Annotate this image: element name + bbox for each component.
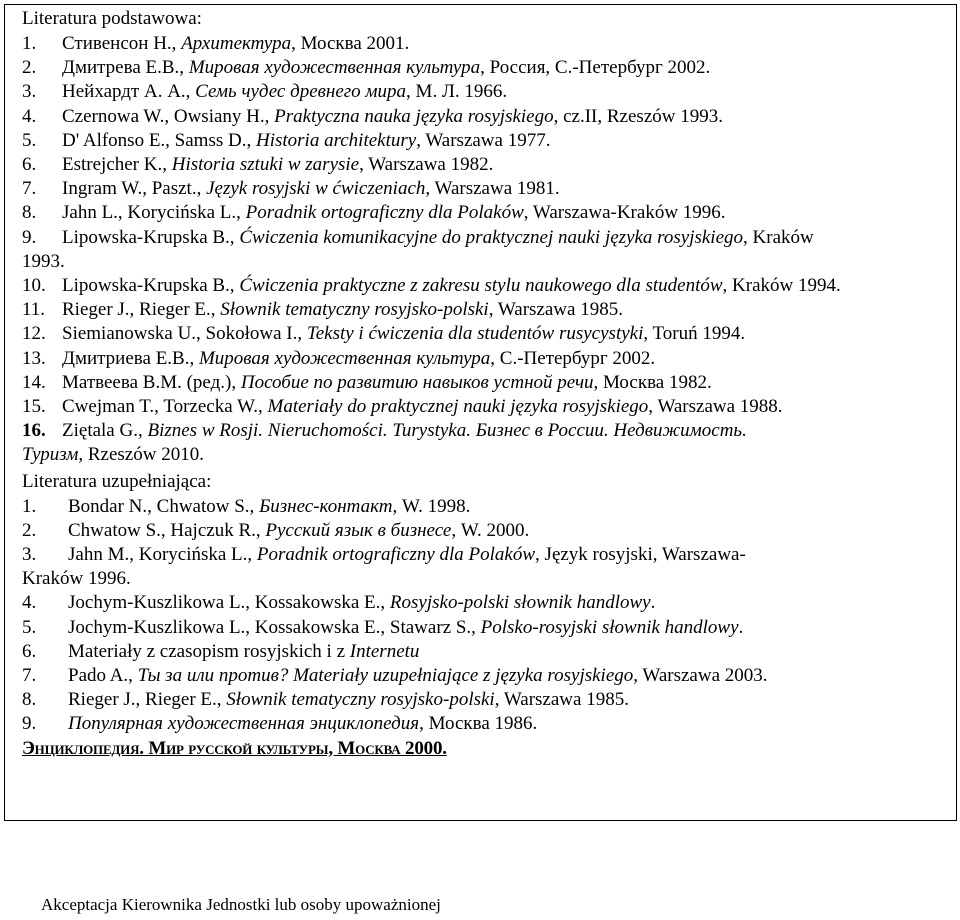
supplementary-literature-item [22,712,537,736]
item-title: Historia architektury [255,129,417,151]
item-text: Chwatow S., Hajczuk R., [68,519,266,541]
item-number: 15. [22,396,46,417]
item-text: , Język rosyjski, Warszawa- [535,544,746,565]
item-title: Biznes w Rosji. Nieruchomości. Turystyka. Бизнес в России. Недвижимость. [147,420,747,442]
item-title: Пособие по развитию навыков устной речи [240,371,594,393]
item-title: Туризм, [22,444,84,466]
document-frame [4,4,957,821]
item-text: Lipowska-Krupska B., [62,226,240,248]
item-number: 12. [22,323,46,345]
approval-signature-caption: Akceptacja Kierownika Jednostki lub osoby upoważnionej [41,895,441,914]
basic-literature-item [22,250,65,274]
basic-literature-item [22,201,726,225]
item-number: 9. [22,713,37,735]
item-title: Materiały do praktycznej nauki języka rosyjskiego [267,396,649,417]
item-text: Estrejcher K., [62,154,172,175]
item-text: , Warszawa 1985. [494,689,629,711]
item-title: Internetu [349,640,420,662]
basic-literature-item [22,347,655,371]
item-text: , Москва 1982. [593,371,712,393]
basic-literature-item [22,80,507,104]
supplementary-literature-item [22,519,529,543]
item-text: Jochym-Kuszlikowa L., Kossakowska E., [68,592,390,614]
item-number: 6. [22,154,37,175]
item-text: Дмитрева Е.В., [62,57,189,79]
supplementary-literature-item [22,495,470,519]
supplementary-literature-item [22,591,655,615]
item-number: 4. [22,105,37,127]
supplementary-literature-item [22,543,746,567]
item-text: , Kraków [743,226,814,248]
item-title: Ты за или против? Materiały uzupełniające z języka rosyjskiego [137,665,634,686]
item-title: Бизнес-контакт [259,495,393,517]
item-text: . [650,592,656,614]
item-text: Дмитриева Е.В., [62,347,199,369]
item-text: Стивенсон Н., [62,33,182,54]
item-number: 11. [22,299,46,321]
item-text: Ziętala G., [62,420,148,442]
basic-literature-item [22,226,814,250]
item-text: , Warszawa-Kraków 1996. [523,202,726,224]
item-title: Русский язык в бизнесе [265,519,452,541]
item-number: 5. [22,616,37,638]
item-text: , Warszawa 1977. [416,129,551,151]
item-number: 1. [22,33,37,54]
item-title: Słownik tematyczny rosyjsko-polski [226,689,495,711]
item-title: Rosyjsko-polski słownik handlowy [389,592,651,614]
basic-literature-item [22,371,712,395]
item-text: , М. Л. 1966. [406,81,508,103]
supplementary-literature-heading: Literatura uzupełniająca: [22,470,212,492]
item-text: Rieger J., Rieger E., [68,689,227,711]
item-number: 16. [22,420,46,442]
item-text: D' Alfonso E., Samss D., [62,129,256,151]
item-text: Нейхардт А. А., [62,81,196,103]
item-text: Rzeszów 2010. [83,444,204,466]
item-text: Kraków 1996. [22,568,131,590]
item-text: Jahn L., Korycińska L., [62,202,246,224]
item-text: Siemianowska U., Sokołowa I., [62,323,307,345]
item-text: , Warszawa 2003. [633,665,768,686]
item-text: , W. 1998. [392,495,471,517]
item-text: , Kraków 1994. [722,275,841,296]
item-number: 5. [22,129,37,151]
item-text: Materiały z czasopism rosyjskich i z [68,640,350,662]
item-text: Jahn M., Korycińska L., [68,544,257,565]
item-text: , Warszawa 1985. [488,299,623,321]
item-number: 10. [22,275,46,296]
item-number: 8. [22,202,37,224]
item-number: 3. [22,544,37,565]
item-number: 2. [22,519,37,541]
basic-literature-item [22,153,493,177]
item-number: 9. [22,226,37,248]
item-title: Język rosyjski w ćwiczeniach [206,178,426,200]
item-title: Polsko-rosyjski słownik handlowy [480,616,739,638]
item-text: , W. 2000. [451,519,530,541]
item-number: 8. [22,689,37,711]
item-title: Ćwiczenia komunikacyjne do praktycznej nauki języka rosyjskiego [239,226,744,248]
item-text: , Warszawa 1988. [648,396,783,417]
basic-literature-item [22,105,723,129]
basic-literature-heading: Literatura podstawowa: [22,8,202,29]
item-title: Архитектура [181,33,292,54]
item-title: Słownik tematyczny rosyjsko-polski [220,299,489,321]
item-title: Historia sztuki w zarysie [171,154,360,175]
supplementary-literature-item [22,567,131,591]
item-title: Ćwiczenia praktyczne z zakresu stylu naukowego dla studentów [239,275,723,296]
item-title: Популярная художественная энциклопедия [68,713,420,735]
supplementary-literature-item [22,640,419,664]
basic-literature-item [22,56,710,80]
item-number: 14. [22,371,46,393]
item-text: , Warszawa 1982. [359,154,494,175]
item-title: Teksty i ćwiczenia dla studentów rusycystyki [306,323,644,345]
item-title: Мировая художественная культура [198,347,491,369]
item-number: 6. [22,640,37,662]
item-text: , Warszawa 1981. [425,178,560,200]
item-text: . [738,616,744,638]
basic-literature-item [22,395,783,419]
basic-literature-item [22,129,550,153]
item-text: Cwejman T., Torzecka W., [62,396,268,417]
item-title: Мировая художественная культура [188,57,481,79]
item-text: , Россия, С.-Петербург 2002. [480,57,711,79]
supplementary-literature-item [22,688,629,712]
item-title: Poradnik ortograficzny dla Polaków [256,544,536,565]
item-text: Матвеева В.М. (ред.), [62,371,241,393]
item-number: 7. [22,178,37,200]
item-text: , С.-Петербург 2002. [490,347,656,369]
item-text: , Toruń 1994. [643,323,746,345]
item-text: Ingram W., Paszt., [62,178,207,200]
supplementary-literature-item [22,664,768,688]
item-text: Bondar N., Chwatow S., [68,495,260,517]
item-text: , Москва 2001. [291,33,410,54]
item-text: Czernowa W., Owsiany H., [62,105,275,127]
item-number: 1. [22,495,37,517]
item-text: Lipowska-Krupska B., [62,275,240,296]
item-number: 13. [22,347,46,369]
basic-literature-item [22,419,747,443]
basic-literature-item [22,443,204,467]
item-text: 1993. [22,250,65,272]
item-text: , cz.II, Rzeszów 1993. [553,105,723,127]
item-text: Pado A., [68,665,138,686]
item-text: Jochym-Kuszlikowa L., Kossakowska E., Stawarz S., [68,616,481,638]
item-number: 7. [22,665,37,686]
item-text: , Москва 1986. [419,713,538,735]
supplementary-literature-item [22,616,743,640]
basic-literature-item [22,177,560,201]
basic-literature-item [22,274,841,298]
basic-literature-item [22,322,745,346]
item-title: Семь чудес древнего мира [195,81,407,103]
item-number: 4. [22,592,37,614]
encyclopedia-reference: Энциклопедия. Мир русской культуры, Москва 2000. [22,737,447,759]
item-number: 3. [22,81,37,103]
item-title: Praktyczna nauka języka rosyjskiego [274,105,554,127]
item-text: Rieger J., Rieger E., [62,299,221,321]
item-title: Poradnik ortograficzny dla Polaków [245,202,524,224]
item-number: 2. [22,57,37,79]
basic-literature-item [22,298,623,322]
basic-literature-item [22,32,409,56]
